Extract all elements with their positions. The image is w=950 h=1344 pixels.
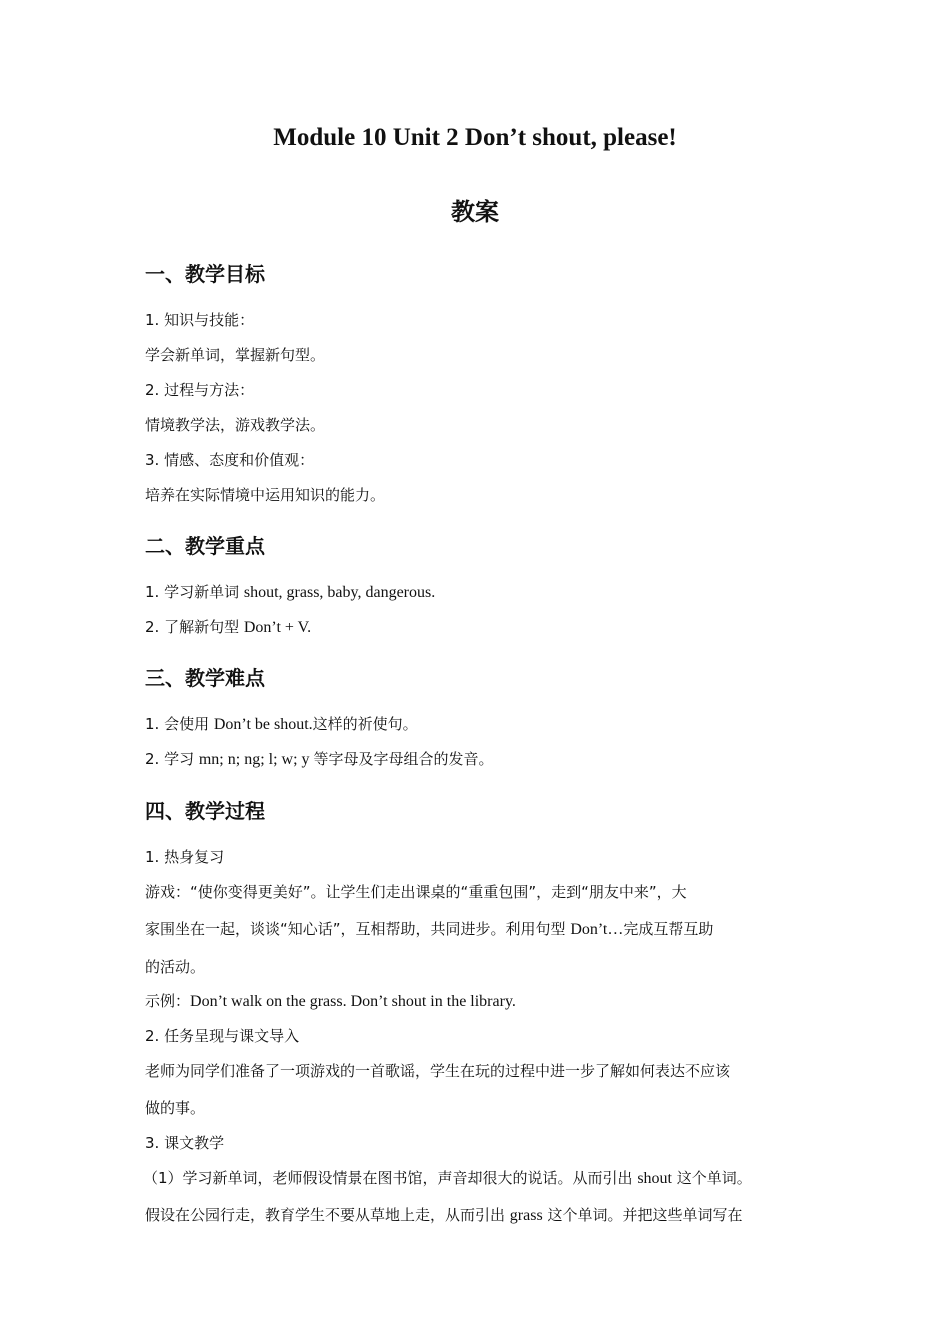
- process-step-3: 3. 课文教学: [145, 1134, 225, 1152]
- difficulty-1-suffix: 这样的祈使句。: [312, 715, 418, 733]
- lesson-line-2-english: grass: [509, 1207, 543, 1224]
- process-step-1: 1. 热身复习: [145, 848, 225, 866]
- lesson-line-1-english: shout: [637, 1170, 672, 1187]
- key-point-2-prefix: 2. 了解新句型: [145, 618, 244, 636]
- section-heading-process: 四、教学过程: [145, 799, 265, 823]
- key-point-1-prefix: 1. 学习新单词: [145, 583, 244, 601]
- document-title: Module 10 Unit 2 Don’t shout, please!: [273, 124, 677, 151]
- example-prefix: 示例：: [145, 992, 191, 1010]
- difficulty-1: [145, 714, 418, 735]
- lesson-line-2-suffix: 这个单词。并把这些单词写在: [542, 1206, 743, 1224]
- difficulty-1-english: Don’t be shout.: [213, 716, 313, 733]
- difficulty-1-prefix: 1. 会使用: [145, 715, 214, 733]
- key-point-2: [145, 617, 311, 638]
- game-line-1: 游戏：“使你变得更美好”。让学生们走出课桌的“重重包围”，走到“朋友中来”，大: [145, 883, 687, 901]
- objective-item-2: 2. 过程与方法：: [145, 381, 255, 399]
- game-line-2-english: Don’t…: [570, 921, 624, 938]
- objective-item-1-text: 学会新单词，掌握新句型。: [145, 346, 326, 364]
- objective-item-3-text: 培养在实际情境中运用知识的能力。: [145, 486, 386, 504]
- game-line-3: 的活动。: [145, 958, 206, 976]
- lesson-line-1: [143, 1168, 752, 1189]
- lesson-line-2-prefix: 假设在公园行走，教育学生不要从草地上走，从而引出: [145, 1206, 510, 1224]
- section-heading-difficulties: 三、教学难点: [145, 666, 265, 690]
- difficulty-2: [145, 749, 494, 770]
- difficulty-2-english: mn; n; ng; l; w; y: [198, 751, 314, 768]
- lesson-line-1-suffix: 这个单词。: [672, 1169, 752, 1187]
- objective-item-3: 3. 情感、态度和价值观：: [145, 451, 315, 469]
- difficulty-2-suffix: 等字母及字母组合的发音。: [313, 750, 494, 768]
- objective-item-2-text: 情境教学法，游戏教学法。: [145, 416, 326, 434]
- game-line-2-prefix: 家围坐在一起，谈谈“知心话”，互相帮助，共同进步。利用句型: [145, 920, 571, 938]
- section-heading-key-points: 二、教学重点: [145, 534, 265, 558]
- document-subtitle: 教案: [451, 198, 499, 226]
- process-step-2: 2. 任务呈现与课文导入: [145, 1027, 300, 1045]
- key-point-1: [145, 582, 435, 603]
- lesson-line-1-prefix: （1）学习新单词，老师假设情景在图书馆，声音却很大的说话。从而引出: [143, 1169, 638, 1187]
- objective-item-1: 1. 知识与技能：: [145, 311, 255, 329]
- key-point-1-words: shout, grass, baby, dangerous.: [243, 584, 436, 601]
- difficulty-2-prefix: 2. 学习: [145, 750, 199, 768]
- example-english: Don’t walk on the grass. Don’t shout in the library.: [190, 993, 516, 1010]
- task-line-2: 做的事。: [145, 1099, 206, 1117]
- game-line-2-suffix: 完成互帮互助: [623, 920, 714, 938]
- key-point-2-pattern: Don’t + V.: [243, 619, 312, 636]
- section-heading-objectives: 一、教学目标: [145, 262, 265, 286]
- example-line: [145, 991, 516, 1012]
- game-line-2: [145, 919, 713, 940]
- lesson-line-2: [145, 1205, 742, 1226]
- task-line-1: 老师为同学们准备了一项游戏的一首歌谣，学生在玩的过程中进一步了解如何表达不应该: [145, 1062, 731, 1080]
